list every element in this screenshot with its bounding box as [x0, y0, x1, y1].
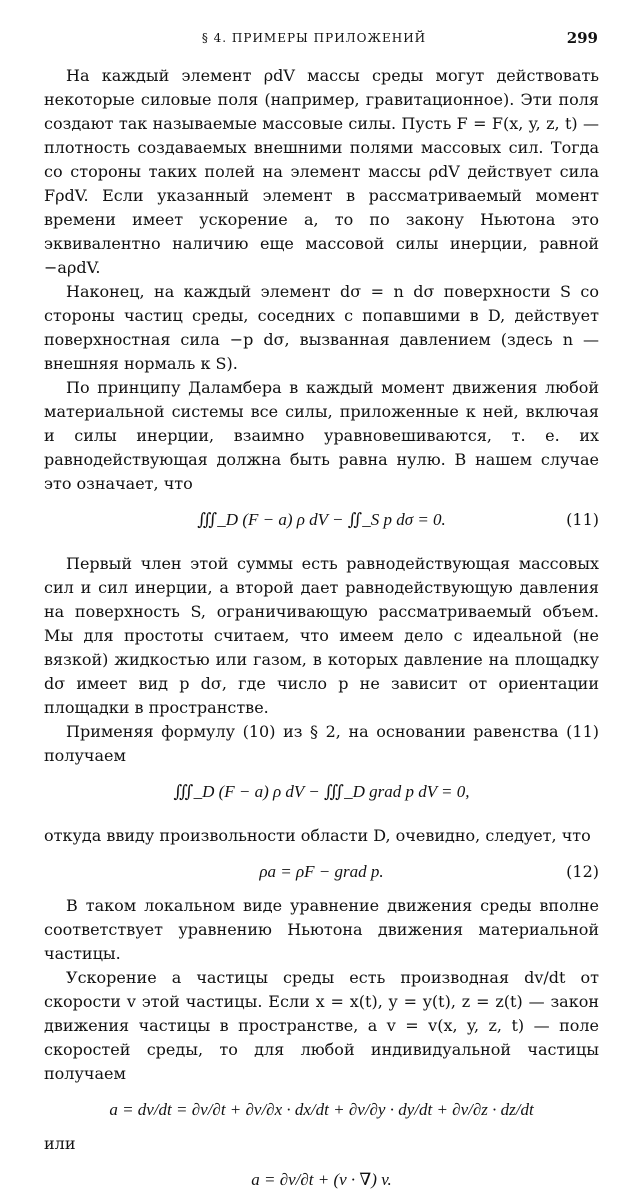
equation-acceleration-body: a = dv/dt = ∂v/∂t + ∂v/∂x · dx/dt + ∂v/∂y · dy/dt + ∂v/∂z · dz/dt — [109, 1100, 534, 1119]
equation-11 — [44, 496, 599, 552]
page-number: 299 — [566, 29, 598, 47]
equation-12-number: (12) — [566, 862, 599, 881]
word-or: или — [44, 1134, 76, 1153]
paragraph-surface-force: Наконец, на каждый элемент dσ = n dσ поверхности S со стороны частиц среды, соседних с попавшими в D, действует поверхностная сила −p dσ, вызванная давлением (здесь n — внешняя нормаль к S). — [44, 282, 599, 373]
equation-11-body: ∭_D (F − a) ρ dV − ∬_S p dσ = 0. — [197, 510, 446, 529]
paragraph-first-term: Первый член этой суммы есть равнодействующая массовых сил и сил инерции, а второй дает равнодействующую давления на поверхность S, ограничивающую рассматриваемый объем. Мы для простоты считаем, что имеем дело с идеальной (не вязкой) жидкостью или газом, в которых давление на площадку dσ имеет вид p dσ, где число p не зависит от ориентации площадки в пространстве. — [44, 554, 599, 717]
paragraph-applying-formula: Применяя формулу (10) из § 2, на основании равенства (11) получаем — [44, 722, 599, 765]
paragraph-local-form: В таком локальном виде уравнение движения среды вполне соответствует уравнению Ньютона движения материальной частицы. — [44, 896, 599, 963]
equation-acceleration — [44, 1086, 599, 1132]
main-text — [44, 64, 599, 1202]
equation-12 — [44, 848, 599, 894]
equation-11-number: (11) — [566, 510, 599, 529]
equation-12-body: ρa = ρF − grad p. — [259, 862, 384, 881]
paragraph-hence: откуда ввиду произвольности области D, очевидно, следует, что — [44, 826, 591, 845]
paragraph-mass-forces: На каждый элемент ρdV массы среды могут действовать некоторые силовые поля (например, гравитационное). Эти поля создают так называемые массовые силы. Пусть F = F(x, y, z, t) — плотность создаваемых внешними полями массовых сил. Тогда со стороны таких полей на элемент массы ρdV действует сила FρdV. Если указанный элемент в рассматриваемый момент времени имеет ускорение a, то по закону Ньютона это эквивалентно наличию еще массовой силы инерции, равной −aρdV. — [44, 66, 599, 277]
paragraph-dalembert: По принципу Даламбера в каждый момент движения любой материальной системы все силы, приложенные к ней, включая и силы инерции, взаимно уравновешиваются, т. е. их равнодействующая должна быть равна нулю. В нашем случае это означает, что — [44, 378, 599, 493]
paragraph-acceleration: Ускорение a частицы среды есть производная dv/dt от скорости v этой частицы. Если x = x(t), y = y(t), z = z(t) — закон движения частицы в пространстве, а v = v(x, y, z, t) — поле скоростей среды, то для любой индивидуальной частицы получаем — [44, 968, 599, 1083]
equation-volume-integral-body: ∭_D (F − a) ρ dV − ∭_D grad p dV = 0, — [173, 782, 470, 801]
equation-acceleration-2 — [44, 1156, 599, 1202]
page-header — [0, 26, 628, 50]
equation-volume-integral — [44, 768, 599, 824]
equation-acceleration-2-body: a = ∂v/∂t + (v · ∇) v. — [251, 1170, 392, 1189]
running-title: § 4. ПРИМЕРЫ ПРИЛОЖЕНИЙ — [201, 31, 427, 45]
